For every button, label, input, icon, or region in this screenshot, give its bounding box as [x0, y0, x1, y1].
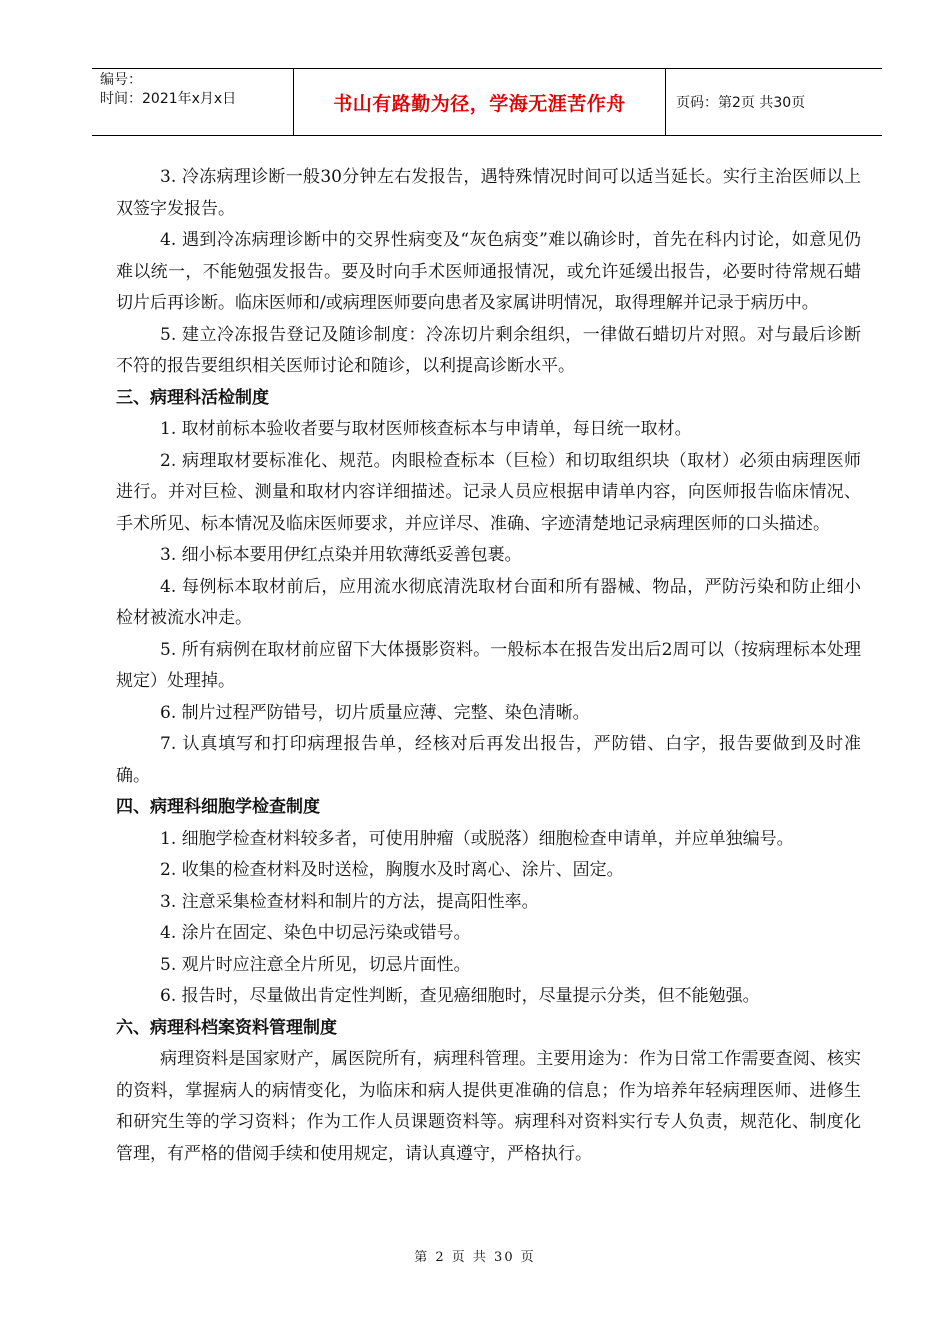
page-footer: 第 2 页 共 30 页: [414, 1250, 536, 1265]
header-motto: 书山有路勤为径，学海无涯苦作舟: [294, 69, 666, 135]
section-heading: 三、病理科活检制度: [116, 387, 269, 408]
header-page-info: 页码：第2页 共30页: [676, 95, 806, 111]
paragraph: 7. 认真填写和打印病理报告单，经核对后再发出报告，严防错、白字，报告要做到及时准确。: [116, 734, 861, 786]
paragraph: 6. 制片过程严防错号，切片质量应薄、完整、染色清晰。: [160, 702, 590, 723]
paragraph: 3. 冷冻病理诊断一般30分钟左右发报告，遇特殊情况时间可以适当延长。实行主治医师以上双签字发报告。: [116, 167, 861, 219]
paragraph: 6. 报告时，尽量做出肯定性判断，查见癌细胞时，尽量提示分类，但不能勉强。: [160, 986, 760, 1006]
header-meta: [92, 69, 294, 135]
paragraph: 5. 观片时应注意全片所见，切忌片面性。: [160, 954, 471, 975]
paragraph: 4. 每例标本取材前后，应用流水彻底清洗取材台面和所有器械、物品，严防污染和防止细小检材被流水冲走。: [116, 576, 861, 628]
document-number-label: 编号：: [100, 72, 142, 88]
paragraph: 2. 病理取材要标准化、规范。肉眼检查标本（巨检）和切取组织块（取材）必须由病理医师进行。并对巨检、测量和取材内容详细描述。记录人员应根据申请单内容，向医师报告临床情况、手术所见、标本情况及临床医师要求，并应详尽、准确、字迹清楚地记录病理医师的口头描述。: [116, 450, 861, 534]
paragraph: 5. 所有病例在取材前应留下大体摄影资料。一般标本在报告发出后2周可以（按病理标本处理规定）处理掉。: [116, 639, 861, 691]
paragraph: 4. 涂片在固定、染色中切忌污染或错号。: [160, 923, 471, 943]
paragraph: 2. 收集的检查材料及时送检，胸腹水及时离心、涂片、固定。: [160, 860, 624, 880]
page-header: [92, 68, 882, 136]
paragraph: 3. 注意采集检查材料和制片的方法，提高阳性率。: [160, 891, 539, 912]
paragraph: 3. 细小标本要用伊红点染并用软薄纸妥善包裹。: [160, 545, 522, 565]
section-heading: 六、病理科档案资料管理制度: [116, 1017, 337, 1038]
paragraph: 病理资料是国家财产，属医院所有，病理科管理。主要用途为：作为日常工作需要查阅、核实的资料，掌握病人的病情变化，为临床和病人提供更准确的信息；作为培养年轻病理医师、进修生和研究生等的学习资料；作为工作人员课题资料等。病理科对资料实行专人负责，规范化、制度化管理，有严格的借阅手续和使用规定，请认真遵守，严格执行。: [116, 1049, 861, 1164]
paragraph: 1. 细胞学检查材料较多者，可使用肿瘤（或脱落）细胞检查申请单，并应单独编号。: [160, 828, 794, 849]
paragraph: 5. 建立冷冻报告登记及随诊制度：冷冻切片剩余组织，一律做石蜡切片对照。对与最后诊断不符的报告要组织相关医师讨论和随诊，以利提高诊断水平。: [116, 324, 861, 376]
section-heading: 四、病理科细胞学检查制度: [116, 797, 320, 817]
document-body: [116, 162, 861, 1170]
document-time-label: 时间：2021年x月x日: [100, 91, 237, 107]
paragraph: 1. 取材前标本验收者要与取材医师核查标本与申请单，每日统一取材。: [160, 419, 692, 439]
paragraph: 4. 遇到冷冻病理诊断中的交界性病变及“灰色病变”难以确诊时，首先在科内讨论，如意见仍难以统一，不能勉强发报告。要及时向手术医师通报情况，或允许延缓出报告，必要时待常规石蜡切片后再诊断。临床医师和/或病理医师要向患者及家属讲明情况，取得理解并记录于病历中。: [116, 230, 861, 313]
